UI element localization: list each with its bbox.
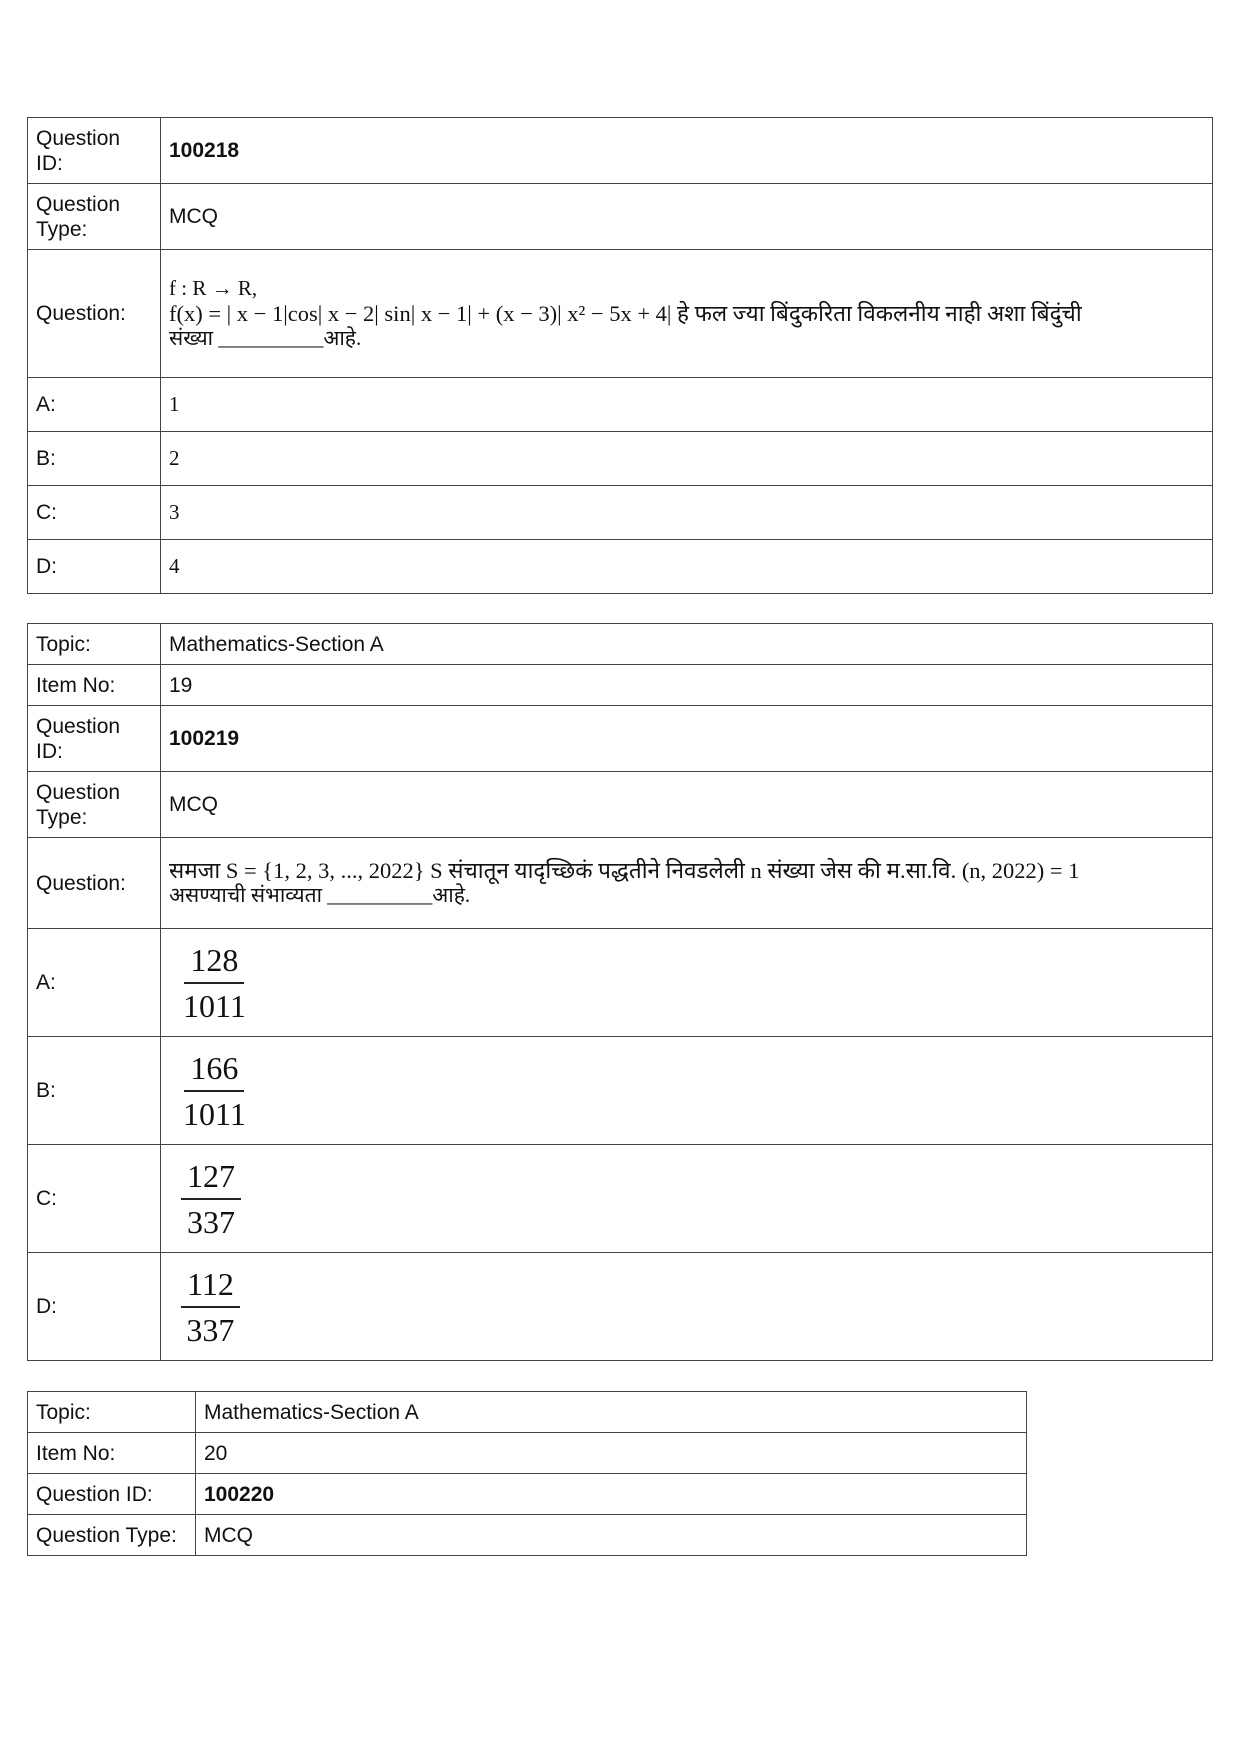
option-label-d: D: — [28, 540, 161, 594]
option-value-a: 1 — [161, 378, 1213, 432]
question-line: f : R → R, — [169, 276, 258, 300]
question-id-label: Question ID: — [28, 118, 161, 184]
question-line: समजा S = {1, 2, 3, ..., 2022} S संचातून यादृच्छिकं पद्धतीने निवडलेली n संख्या जेस की म.सा.वि. (n, 2022) = 1 — [169, 858, 1080, 883]
question-label: Question: — [28, 250, 161, 378]
denominator: 1011 — [183, 987, 246, 1024]
option-label-b: B: — [28, 1037, 161, 1145]
option-label-c: C: — [28, 486, 161, 540]
numerator: 112 — [181, 1264, 240, 1308]
denominator: 337 — [186, 1311, 235, 1348]
question-id-value: 100220 — [196, 1474, 1027, 1515]
question-type-row — [28, 184, 1213, 250]
numerator: 128 — [184, 940, 244, 984]
fraction — [181, 1048, 248, 1134]
question-line: संख्या __________आहे. — [169, 326, 362, 350]
question-id-value: 100218 — [161, 118, 1213, 184]
question-id-label: Question ID: — [28, 706, 161, 772]
option-value-b — [161, 1037, 1213, 1145]
question-text — [161, 250, 1213, 378]
item-no-row — [28, 1433, 1027, 1474]
item-no-row — [28, 665, 1213, 706]
option-value-c — [161, 1145, 1213, 1253]
option-label-c: C: — [28, 1145, 161, 1253]
option-row-b — [28, 432, 1213, 486]
question-row — [28, 250, 1213, 378]
question-id-value: 100219 — [161, 706, 1213, 772]
option-row-b — [28, 1037, 1213, 1145]
question-id-label: Question ID: — [28, 1474, 196, 1515]
option-value-c: 3 — [161, 486, 1213, 540]
option-row-c — [28, 1145, 1213, 1253]
question-type-value: MCQ — [161, 184, 1213, 250]
fraction — [181, 940, 248, 1026]
option-row-c — [28, 486, 1213, 540]
question-line: f(x) = | x − 1|cos| x − 2| sin| x − 1| + (x − 3)| x² − 5x + 4| हे फल ज्या बिंदुकरिता विकलनीय नाही अशा बिंदुंची — [169, 301, 1082, 326]
question-type-row — [28, 1515, 1027, 1556]
question-line: असण्याची संभाव्यता __________आहे. — [169, 883, 471, 907]
topic-value: Mathematics-Section A — [161, 624, 1213, 665]
item-no-value: 19 — [161, 665, 1213, 706]
fraction — [181, 1156, 241, 1242]
topic-label: Topic: — [28, 1392, 196, 1433]
question-id-row — [28, 1474, 1027, 1515]
option-label-b: B: — [28, 432, 161, 486]
item-no-label: Item No: — [28, 1433, 196, 1474]
topic-value: Mathematics-Section A — [196, 1392, 1027, 1433]
item-no-label: Item No: — [28, 665, 161, 706]
option-value-a — [161, 929, 1213, 1037]
numerator: 127 — [181, 1156, 241, 1200]
question-row — [28, 838, 1213, 929]
topic-row — [28, 1392, 1027, 1433]
option-label-a: A: — [28, 929, 161, 1037]
option-value-d — [161, 1253, 1213, 1361]
question-type-row — [28, 772, 1213, 838]
question-type-value: MCQ — [161, 772, 1213, 838]
option-label-d: D: — [28, 1253, 161, 1361]
option-row-d — [28, 540, 1213, 594]
question-type-value: MCQ — [196, 1515, 1027, 1556]
option-row-a — [28, 929, 1213, 1037]
question-table-20 — [27, 1391, 1027, 1556]
question-type-label: Question Type: — [28, 772, 161, 838]
option-label-a: A: — [28, 378, 161, 432]
question-text — [161, 838, 1213, 929]
topic-row — [28, 624, 1213, 665]
denominator: 1011 — [183, 1095, 246, 1132]
question-id-row — [28, 118, 1213, 184]
option-row-a — [28, 378, 1213, 432]
option-value-b: 2 — [161, 432, 1213, 486]
question-label: Question: — [28, 838, 161, 929]
question-table-19 — [27, 623, 1213, 1361]
option-row-d — [28, 1253, 1213, 1361]
option-value-d: 4 — [161, 540, 1213, 594]
numerator: 166 — [184, 1048, 244, 1092]
question-type-label: Question Type: — [28, 1515, 196, 1556]
topic-label: Topic: — [28, 624, 161, 665]
fraction — [181, 1264, 240, 1350]
question-type-label: Question Type: — [28, 184, 161, 250]
denominator: 337 — [187, 1203, 235, 1240]
question-table-18 — [27, 117, 1213, 594]
item-no-value: 20 — [196, 1433, 1027, 1474]
question-id-row — [28, 706, 1213, 772]
